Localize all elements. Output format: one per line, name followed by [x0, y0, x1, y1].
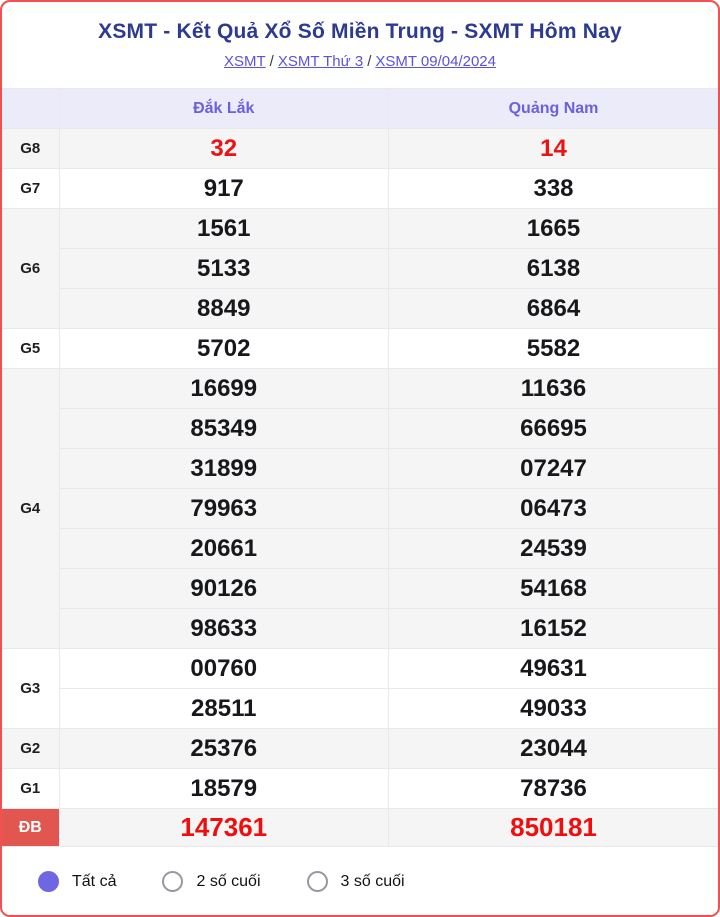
prize-value: 6864: [526, 294, 581, 322]
radio-unselected-icon[interactable]: [162, 871, 183, 892]
radio-unselected-icon[interactable]: [307, 871, 328, 892]
table-row: [2, 569, 718, 609]
table-row: [2, 289, 718, 329]
prize-value: 31899: [59, 449, 389, 489]
prize-value: 32: [59, 129, 389, 169]
prize-group-label: G5: [2, 329, 59, 369]
prize-value: 5582: [526, 334, 581, 362]
prize-value: 1665: [526, 214, 581, 242]
prize-value: 147361: [59, 809, 389, 847]
table-row: [2, 729, 718, 769]
prize-value: 8849: [59, 289, 389, 329]
prize-value: 5133: [59, 249, 389, 289]
column-header: Quảng Nam: [508, 99, 599, 117]
table-row: [2, 689, 718, 729]
filter-option[interactable]: [162, 871, 260, 892]
prize-value: 00760: [59, 649, 389, 689]
table-row: [2, 329, 718, 369]
page-header: [2, 2, 718, 88]
table-row: [2, 169, 718, 209]
table-row: [2, 129, 718, 169]
prize-value: 06473: [520, 494, 587, 522]
filter-options: [2, 847, 718, 916]
prize-value: 66695: [520, 414, 587, 442]
prize-value: 85349: [59, 409, 389, 449]
prize-value: 14: [540, 134, 567, 162]
table-row: [2, 409, 718, 449]
table-corner-cell: [2, 89, 59, 129]
table-row: [2, 489, 718, 529]
prize-value: 1561: [59, 209, 389, 249]
table-header-row: [2, 89, 718, 129]
prize-value: 24539: [520, 534, 587, 562]
prize-value: 5702: [59, 329, 389, 369]
breadcrumb-separator: /: [269, 53, 274, 70]
prize-value: 49033: [520, 694, 587, 722]
table-row: [2, 649, 718, 689]
table-row: [2, 609, 718, 649]
prize-value: 28511: [59, 689, 389, 729]
prize-value: 90126: [59, 569, 389, 609]
table-row: [2, 369, 718, 409]
filter-option[interactable]: [307, 871, 405, 892]
radio-selected-icon[interactable]: [38, 871, 59, 892]
prize-group-label: ĐB: [2, 809, 59, 847]
prize-value: 18579: [59, 769, 389, 809]
prize-value: 07247: [520, 454, 587, 482]
prize-group-label: G4: [2, 369, 59, 649]
prize-value: 338: [533, 174, 574, 202]
prize-value: 6138: [526, 254, 581, 282]
prize-value: 11636: [520, 374, 587, 402]
prize-value: 54168: [520, 574, 587, 602]
filter-option-label: 2 số cuối: [196, 872, 261, 890]
results-table: [2, 88, 718, 847]
table-row: [2, 529, 718, 569]
prize-group-label: G8: [2, 129, 59, 169]
prize-group-label: G1: [2, 769, 59, 809]
table-row: [2, 249, 718, 289]
prize-value: 16699: [59, 369, 389, 409]
page-title: XSMT - Kết Quả Xổ Số Miền Trung - SXMT Hôm Nay: [98, 20, 622, 43]
prize-value: 20661: [59, 529, 389, 569]
breadcrumb-separator: /: [367, 53, 372, 70]
filter-option-label: 3 số cuối: [340, 872, 405, 890]
prize-value: 79963: [59, 489, 389, 529]
table-row: [2, 209, 718, 249]
prize-value: 850181: [510, 812, 597, 842]
prize-group-label: G6: [2, 209, 59, 329]
prize-value: 23044: [520, 734, 587, 762]
prize-value: 49631: [520, 654, 587, 682]
prize-group-label: G2: [2, 729, 59, 769]
table-row: [2, 809, 718, 847]
breadcrumb-link[interactable]: XSMT 09/04/2024: [375, 53, 496, 70]
filter-option-label: Tất cả: [72, 872, 117, 890]
prize-value: 78736: [520, 774, 587, 802]
table-row: [2, 769, 718, 809]
column-header: Đắk Lắk: [59, 89, 389, 129]
prize-value: 98633: [59, 609, 389, 649]
prize-value: 16152: [520, 614, 587, 642]
prize-value: 25376: [59, 729, 389, 769]
breadcrumb-link[interactable]: XSMT Thứ 3: [277, 53, 364, 70]
prize-group-label: G3: [2, 649, 59, 729]
table-row: [2, 449, 718, 489]
prize-group-label: G7: [2, 169, 59, 209]
breadcrumb-link[interactable]: XSMT: [223, 53, 266, 70]
filter-option[interactable]: [38, 871, 116, 892]
prize-value: 917: [59, 169, 389, 209]
breadcrumb: [2, 53, 718, 70]
